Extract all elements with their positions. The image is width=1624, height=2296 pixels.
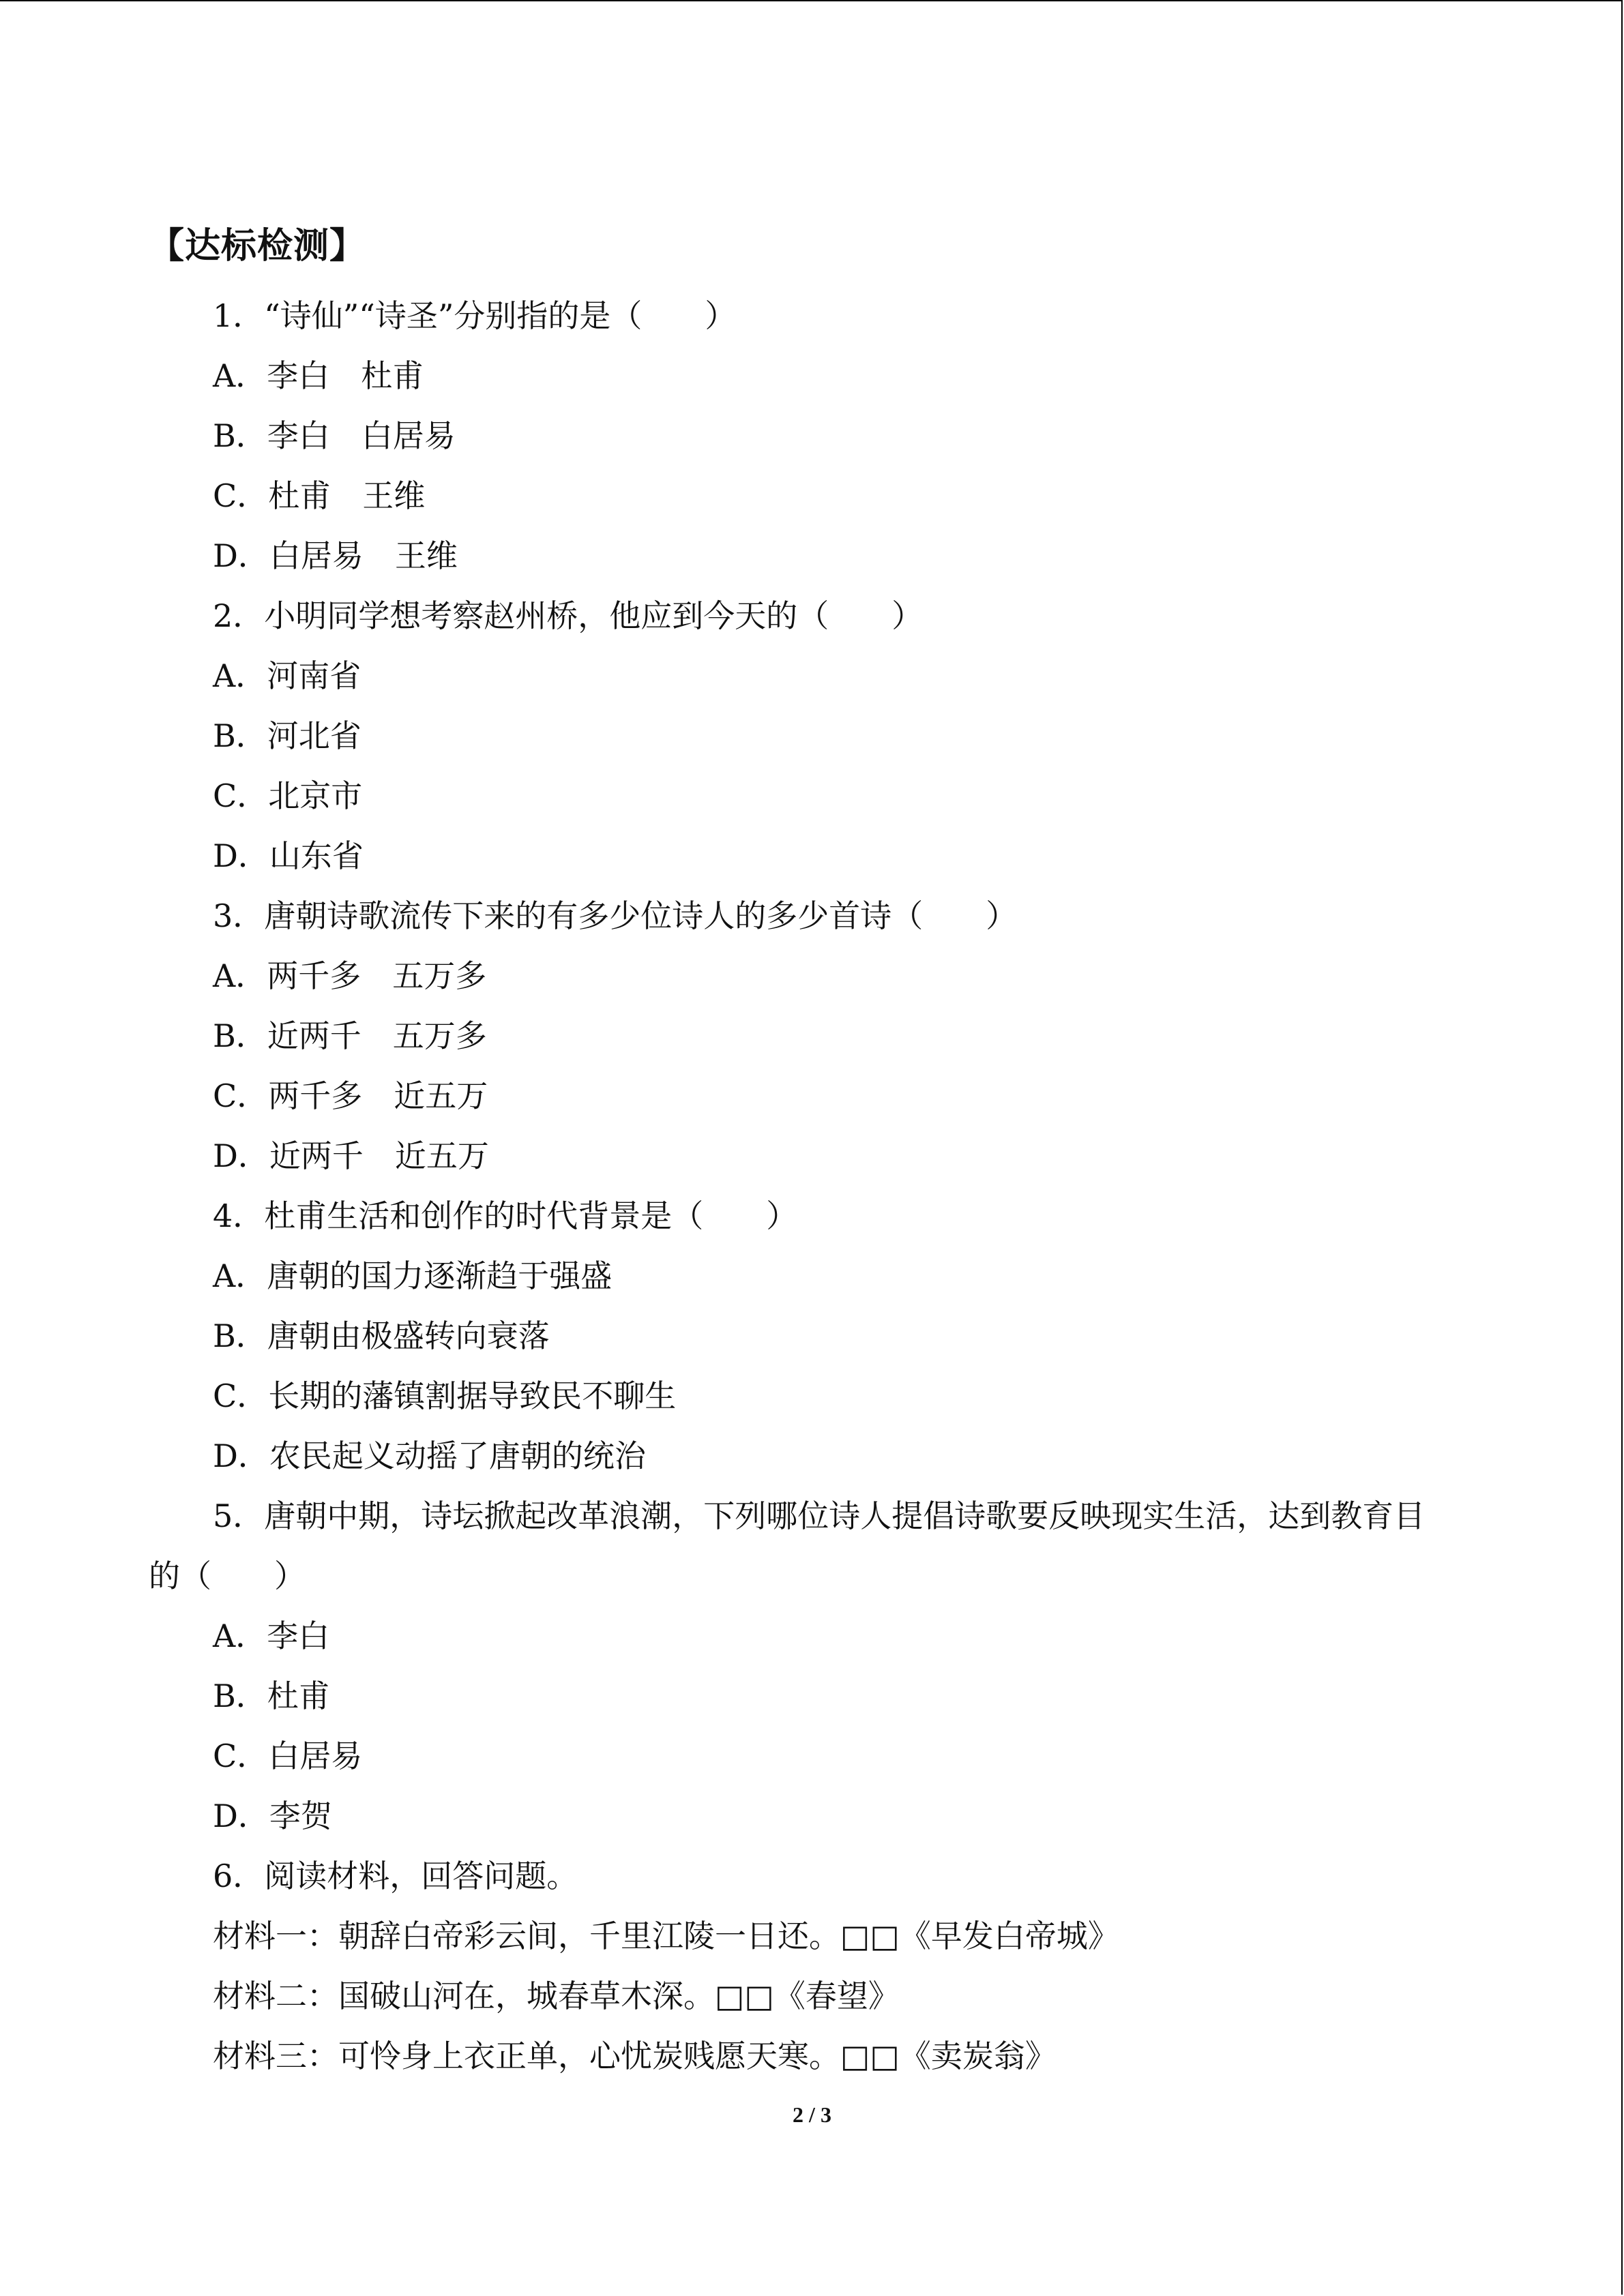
question-5-stem: 5．唐朝中期，诗坛掀起改革浪潮，下列哪位诗人提倡诗歌要反映现实生活，达到教育目 [213,1497,1426,1534]
question-5-option-c: C．白居易 [213,1738,363,1774]
question-5-option-a: A．李白 [213,1617,330,1654]
question-1-option-d: D．白居易 王维 [213,537,458,574]
question-4-option-d: D．农民起义动摇了唐朝的统治 [213,1437,646,1474]
question-4-option-c: C．长期的藩镇割据导致民不聊生 [213,1377,677,1414]
question-4-stem: 4．杜甫生活和创作的时代背景是（ ） [213,1197,798,1234]
question-5-stem-continued: 的（ ） [149,1557,306,1594]
question-3-option-d: D．近两千 近五万 [213,1137,489,1174]
question-3-option-b: B．近两千 五万多 [213,1017,487,1054]
question-1-option-b: B．李白 白居易 [213,417,456,454]
section-title: 【达标检测】 [149,226,366,267]
question-1-option-c: C．杜甫 王维 [213,477,426,514]
page-number: 2 / 3 [793,2102,831,2127]
question-5-option-b: B．杜甫 [213,1678,330,1714]
question-2-stem: 2．小明同学想考察赵州桥，他应到今天的（ ） [213,597,924,634]
question-6-stem: 6．阅读材料，回答问题。 [213,1858,578,1894]
question-4-option-a: A．唐朝的国力逐渐趋于强盛 [213,1257,612,1294]
question-1-option-a: A．李白 杜甫 [213,357,424,394]
question-2-option-a: A．河南省 [213,657,361,694]
question-5-option-d: D．李贺 [213,1798,332,1834]
question-2-option-c: C．北京市 [213,777,363,814]
question-2-option-d: D．山东省 [213,837,364,874]
question-1-stem: 1．“诗仙”“诗圣”分别指的是（ ） [213,297,737,334]
material-2: 材料二：国破山河在，城春草木深。□□《春望》 [213,1978,900,2014]
question-3-option-c: C．两千多 近五万 [213,1077,488,1114]
question-2-option-b: B．河北省 [213,717,361,754]
question-4-option-b: B．唐朝由极盛转向衰落 [213,1317,550,1354]
material-3: 材料三：可怜身上衣正单，心忧炭贱愿天寒。□□《卖炭翁》 [213,2038,1057,2074]
material-1: 材料一：朝辞白帝彩云间，千里江陵一日还。□□《早发白帝城》 [213,1918,1119,1954]
question-3-option-a: A．两千多 五万多 [213,957,487,994]
question-3-stem: 3．唐朝诗歌流传下来的有多少位诗人的多少首诗（ ） [213,897,1018,934]
